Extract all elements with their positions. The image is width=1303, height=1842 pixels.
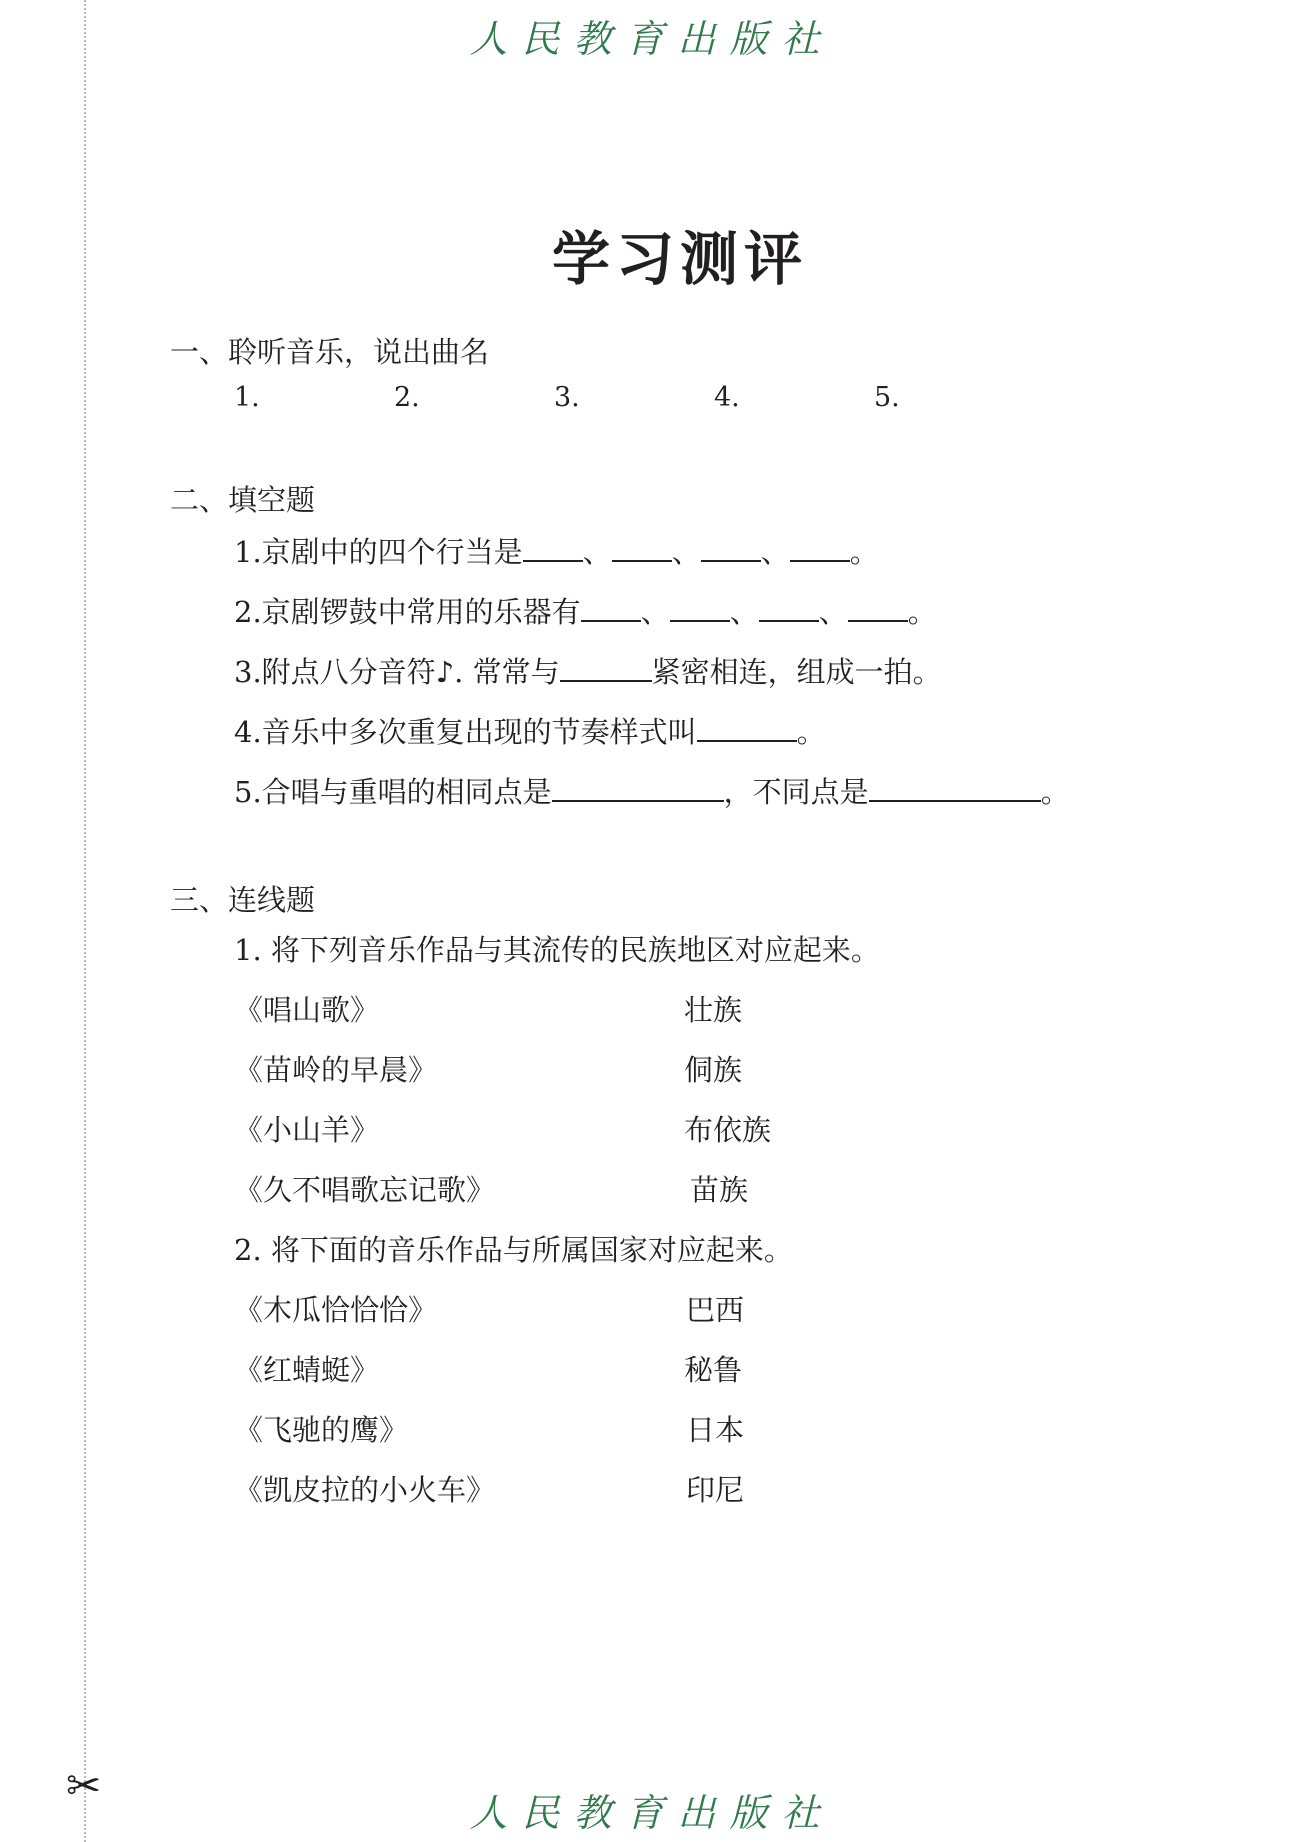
answer-blank[interactable]	[581, 596, 641, 622]
matching-prompt-2: 2. 将下面的音乐作品与所属国家对应起来。	[234, 1233, 793, 1267]
answer-blank[interactable]	[848, 596, 908, 622]
fill-question-5: 5.合唱与重唱的相同点是 ，不同点是 。	[234, 775, 1070, 809]
listening-item: 5.	[874, 382, 900, 413]
country: 秘鲁	[684, 1353, 743, 1387]
listening-item: 1.	[234, 382, 260, 413]
answer-blank[interactable]	[701, 536, 761, 562]
fill-question-3: 3.附点八分音符♪. 常常与 紧密相连，组成一拍。	[234, 655, 942, 689]
country: 印尼	[686, 1473, 745, 1507]
answer-blank[interactable]	[759, 596, 819, 622]
page-title: 学习测评	[551, 225, 808, 293]
song-title: 《唱山歌》	[234, 993, 380, 1027]
song-title: 《小山羊》	[234, 1113, 380, 1147]
listening-item: 4.	[714, 382, 740, 413]
song-title: 《苗岭的早晨》	[234, 1053, 438, 1087]
ethnic-group: 苗族	[690, 1173, 749, 1207]
answer-blank[interactable]	[612, 536, 672, 562]
country: 巴西	[686, 1293, 745, 1327]
ethnic-group: 布依族	[684, 1113, 772, 1147]
country: 日本	[686, 1413, 745, 1447]
answer-blank[interactable]	[697, 716, 797, 742]
section-3-heading: 三、连线题	[170, 883, 316, 917]
answer-blank[interactable]	[670, 596, 730, 622]
matching-prompt-1: 1. 将下列音乐作品与其流传的民族地区对应起来。	[234, 933, 880, 967]
scissors-icon: ✂	[66, 1761, 102, 1810]
section-1-heading: 一、聆听音乐，说出曲名	[170, 335, 490, 369]
fill-question-1: 1.京剧中的四个行当是 、 、 、 。	[234, 535, 879, 569]
fill-question-4: 4.音乐中多次重复出现的节奏样式叫 。	[234, 715, 826, 749]
song-title: 《凯皮拉的小火车》	[234, 1473, 496, 1507]
listening-item: 2.	[394, 382, 420, 413]
answer-blank[interactable]	[560, 656, 652, 682]
song-title: 《红蜻蜓》	[234, 1353, 380, 1387]
ethnic-group: 壮族	[684, 993, 743, 1027]
section-2-heading: 二、填空题	[170, 483, 316, 517]
song-title: 《久不唱歌忘记歌》	[234, 1173, 496, 1207]
ethnic-group: 侗族	[684, 1053, 743, 1087]
answer-blank[interactable]	[523, 536, 583, 562]
song-title: 《木瓜恰恰恰》	[234, 1293, 438, 1327]
listening-item: 3.	[554, 382, 580, 413]
answer-blank[interactable]	[790, 536, 850, 562]
fill-question-2: 2.京剧锣鼓中常用的乐器有 、 、 、 。	[234, 595, 937, 629]
publisher-logo-top: 人民教育出版社	[469, 17, 834, 61]
publisher-logo-bottom: 人民教育出版社	[469, 1791, 834, 1835]
answer-blank[interactable]	[869, 776, 1041, 802]
answer-blank[interactable]	[552, 776, 724, 802]
song-title: 《飞驰的鹰》	[234, 1413, 409, 1447]
